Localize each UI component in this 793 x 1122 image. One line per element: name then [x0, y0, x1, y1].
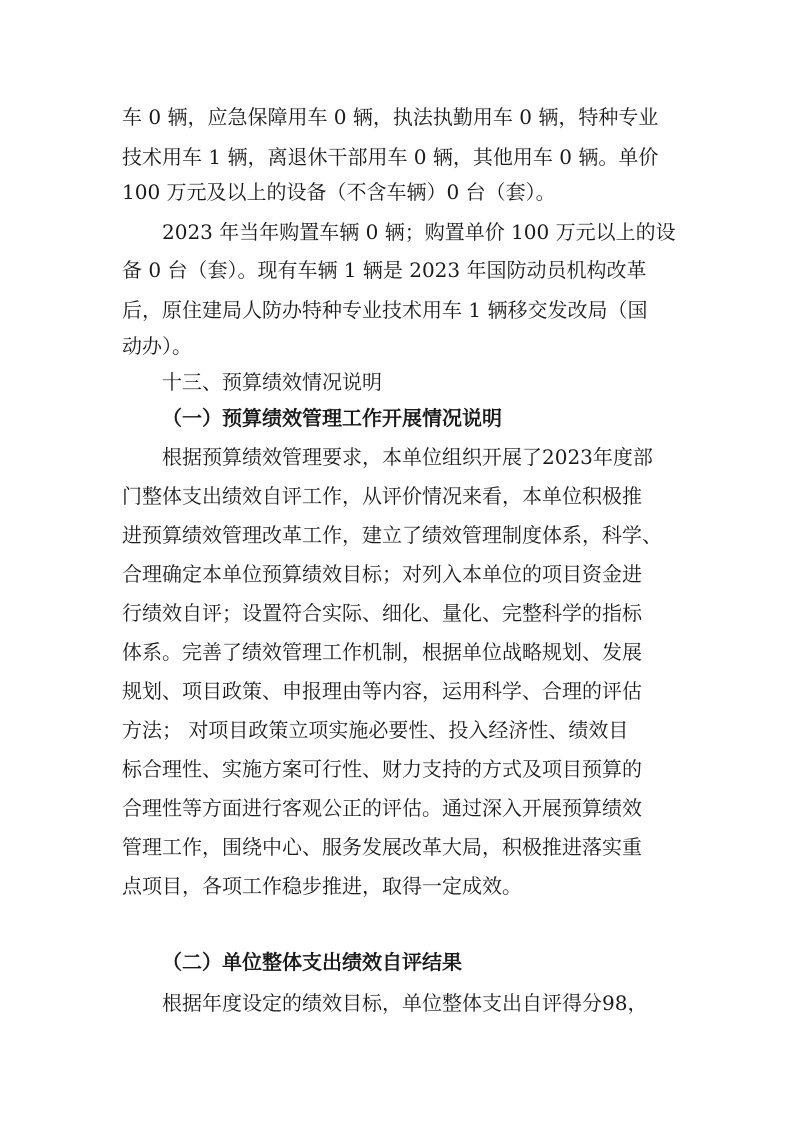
section-heading: 十三、预算绩效情况说明 [162, 370, 382, 394]
text-line: 规划、项目政策、申报理由等内容，运用科学、合理的评估 [122, 679, 642, 703]
paragraph-first-line: 2023 年当年购置车辆 0 辆；购置单价 100 万元以上的设 [162, 220, 676, 244]
text-line: 备 0 台（套）。现有车辆 1 辆是 2023 年国防动员机构改革 [122, 258, 647, 282]
text-line: 后，原住建局人防办特种专业技术用车 1 辆移交发改局（国 [122, 298, 648, 322]
text-line: 标合理性、实施方案可行性、财力支持的方式及项目预算的 [122, 757, 642, 781]
text-line: 车 0 辆，应急保障用车 0 辆，执法执勤用车 0 辆，特种专业 [122, 105, 659, 129]
text-line: 技术用车 1 辆，离退休干部用车 0 辆，其他用车 0 辆。单价 [122, 145, 659, 169]
text-line: 合理性等方面进行客观公正的评估。通过深入开展预算绩效 [122, 796, 642, 820]
subsection-heading: （一）预算绩效管理工作开展情况说明 [162, 406, 502, 430]
text-line: 方法； 对项目政策立项实施必要性、投入经济性、绩效目 [122, 718, 629, 742]
text-line: 点项目，各项工作稳步推进，取得一定成效。 [122, 874, 522, 898]
text-line: 合理确定本单位预算绩效目标；对列入本单位的项目资金进 [122, 562, 642, 586]
text-line: 管理工作，围绕中心、服务发展改革大局，积极推进落实重 [122, 835, 642, 859]
text-line: 动办）。 [122, 334, 192, 358]
text-line: 100 万元及以上的设备（不含车辆）0 台（套）。 [122, 180, 556, 204]
text-line: 进预算绩效管理改革工作，建立了绩效管理制度体系，科学、 [122, 523, 662, 547]
paragraph-first-line: 根据年度设定的绩效目标，单位整体支出自评得分98， [162, 991, 648, 1015]
text-line: 体系。完善了绩效管理工作机制，根据单位战略规划、发展 [122, 640, 642, 664]
paragraph-first-line: 根据预算绩效管理要求，本单位组织开展了2023年度部 [162, 445, 653, 469]
text-line: 行绩效自评；设置符合实际、细化、量化、完整科学的指标 [122, 601, 642, 625]
text-line: 门整体支出绩效自评工作，从评价情况来看，本单位积极推 [122, 484, 642, 508]
subsection-heading: （二）单位整体支出绩效自评结果 [162, 950, 462, 974]
